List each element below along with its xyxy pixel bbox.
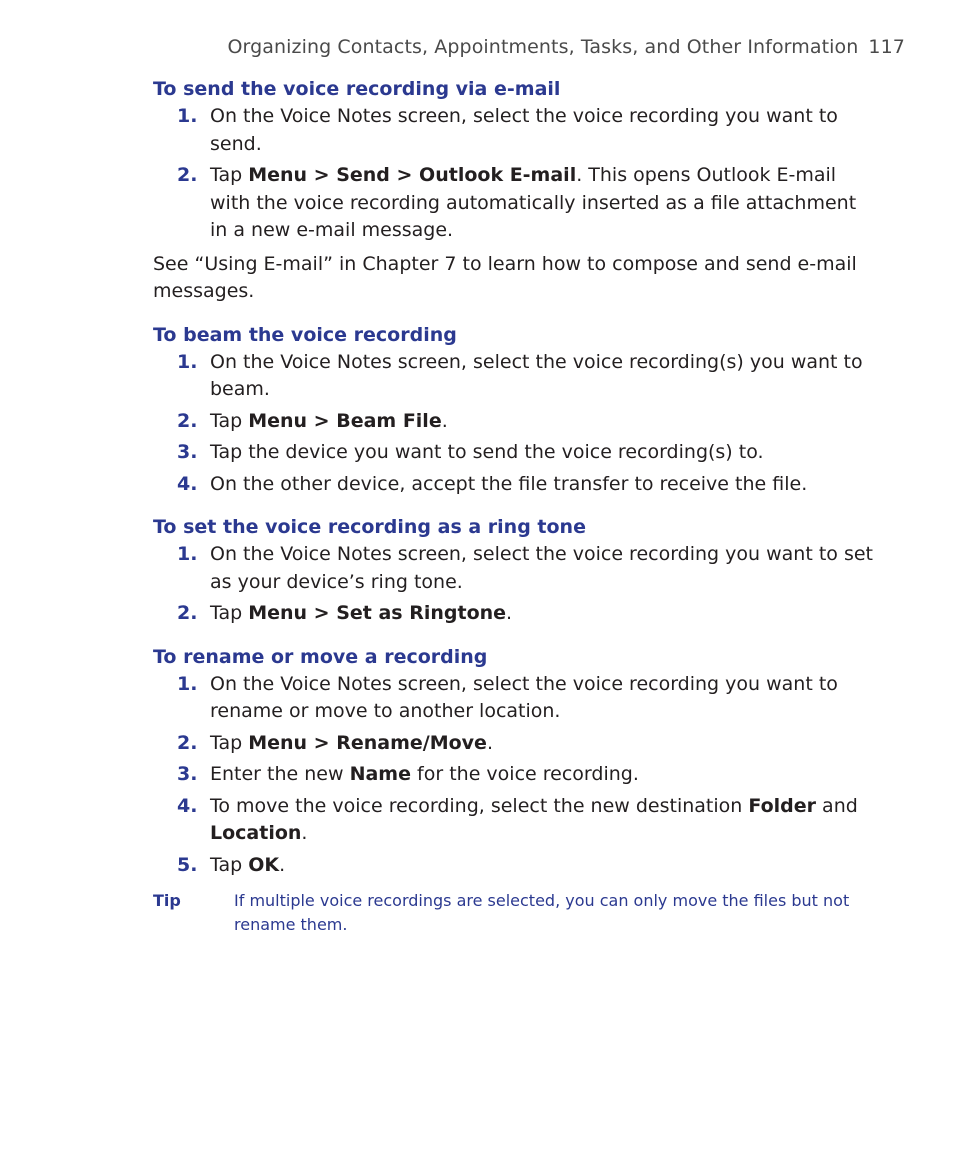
menu-path: Menu > Send > Outlook E-mail [248, 164, 577, 186]
tip-text: If multiple voice recordings are selected, you can only move the files but not rename them. [234, 891, 850, 934]
tip-box [153, 889, 873, 937]
section-heading: To beam the voice recording [153, 323, 457, 346]
step-item [153, 349, 873, 404]
step-text: Tap [210, 731, 249, 754]
section-beam [153, 322, 873, 499]
step-text: Tap [210, 853, 249, 876]
field-name: Name [349, 763, 411, 785]
step-number: 2. [177, 164, 198, 186]
step-number: 3. [177, 441, 198, 463]
step-text: . [301, 822, 308, 844]
step-text: On the Voice Notes screen, select the voice recording you want to rename or move to another location. [210, 672, 838, 722]
step-text: Enter the new [210, 763, 350, 785]
step-item [153, 600, 873, 628]
body-paragraph: See “Using E-mail” in Chapter 7 to learn how to compose and send e-mail messages. [153, 252, 857, 302]
step-number: 1. [177, 350, 198, 373]
step-text: . This opens Outlook E-mail with the voice recording automatically inserted as a file attachment in a new e-mail message. [210, 164, 857, 241]
running-header [227, 36, 905, 58]
section-send-email [153, 76, 873, 306]
step-item [153, 471, 873, 499]
step-text: Tap [210, 164, 249, 186]
chapter-title: Organizing Contacts, Appointments, Tasks, and Other Information [227, 36, 859, 58]
step-item [153, 730, 873, 758]
field-name: Folder [748, 794, 817, 817]
step-list [153, 671, 873, 880]
step-list [153, 349, 873, 499]
step-item [153, 162, 873, 245]
tip-label: Tip [153, 891, 181, 910]
step-text: On the Voice Notes screen, select the voice recording you want to send. [210, 105, 838, 155]
button-name: OK [248, 853, 280, 876]
menu-path: Menu > Beam File [248, 409, 442, 432]
step-text: for the voice recording. [411, 763, 639, 785]
step-item [153, 439, 873, 467]
field-name: Location [210, 822, 302, 844]
section-heading: To rename or move a recording [153, 645, 488, 668]
step-text: On the Voice Notes screen, select the voice recording you want to set as your device’s ring tone. [210, 543, 873, 593]
step-number: 4. [177, 794, 198, 817]
step-number: 1. [177, 543, 198, 565]
step-text: . [486, 731, 493, 754]
section-ringtone [153, 514, 873, 628]
step-number: 2. [177, 602, 198, 624]
step-text: On the Voice Notes screen, select the voice recording(s) you want to beam. [210, 350, 863, 400]
menu-path: Menu > Set as Ringtone [248, 602, 507, 624]
step-list [153, 103, 873, 245]
section-rename-move [153, 644, 873, 880]
menu-path: Menu > Rename/Move [248, 731, 487, 754]
step-text: . [279, 853, 286, 876]
page-content [153, 76, 873, 937]
step-item [153, 852, 873, 880]
page-number: 117 [868, 36, 905, 58]
step-text: . [506, 602, 513, 624]
step-item [153, 103, 873, 158]
step-text: On the other device, accept the file transfer to receive the file. [210, 472, 808, 495]
step-item [153, 671, 873, 726]
step-item [153, 541, 873, 596]
step-text: . [441, 409, 448, 432]
section-heading: To set the voice recording as a ring tone [153, 516, 586, 538]
step-item [153, 761, 873, 789]
step-text: Tap the device you want to send the voice recording(s) to. [210, 441, 764, 463]
step-item [153, 793, 873, 848]
step-text: Tap [210, 409, 249, 432]
step-number: 2. [177, 731, 198, 754]
step-text: To move the voice recording, select the new destination [210, 794, 749, 817]
step-list [153, 541, 873, 628]
step-text: and [816, 794, 858, 817]
step-item [153, 408, 873, 436]
step-text: Tap [210, 602, 249, 624]
step-number: 1. [177, 105, 198, 127]
section-heading: To send the voice recording via e-mail [153, 78, 561, 100]
step-number: 4. [177, 472, 198, 495]
step-number: 3. [177, 763, 198, 785]
step-number: 2. [177, 409, 198, 432]
step-number: 1. [177, 672, 198, 695]
step-number: 5. [177, 853, 198, 876]
